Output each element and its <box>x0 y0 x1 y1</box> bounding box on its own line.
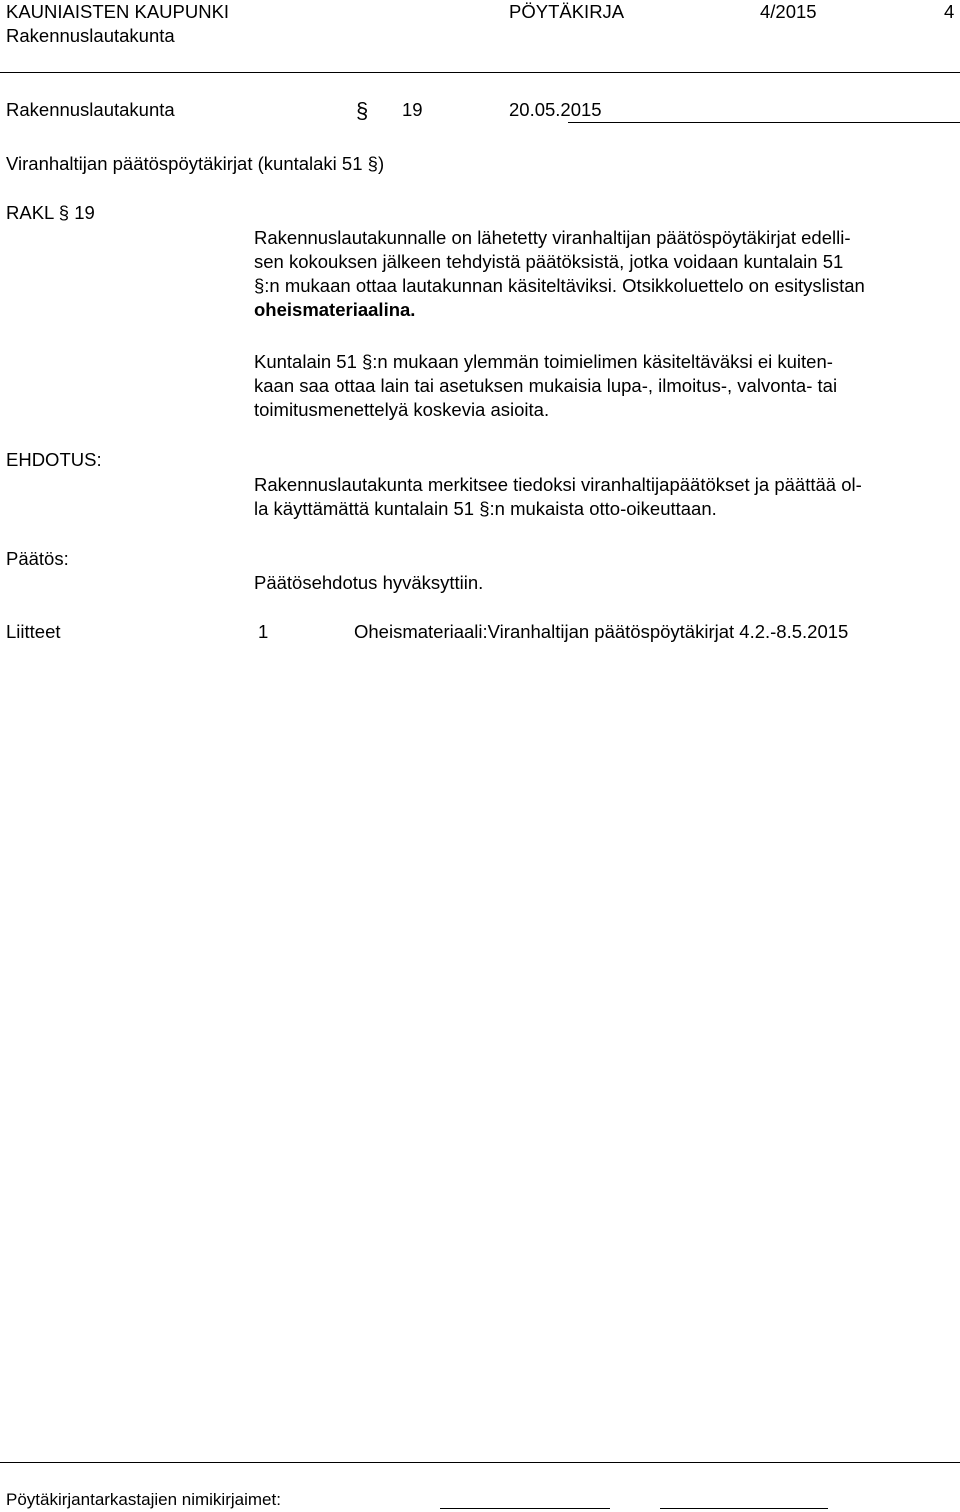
paragraph-2-line: toimitusmenettelyä koskevia asioita. <box>254 399 550 420</box>
header-divider <box>0 72 960 73</box>
decision-label: Päätös: <box>6 548 69 569</box>
decision-text: Päätösehdotus hyväksyttiin. <box>254 572 484 593</box>
board-name: Rakennuslautakunta <box>6 25 175 46</box>
proposal-label: EHDOTUS: <box>6 449 102 470</box>
paragraph-2 <box>254 350 954 422</box>
paragraph-1 <box>254 226 954 322</box>
attachment-number: 1 <box>258 621 269 642</box>
signature-label: Pöytäkirjantarkastajien nimikirjaimet: <box>6 1490 281 1509</box>
footer-divider <box>0 1462 960 1463</box>
section-number: 19 <box>402 99 423 120</box>
paragraph-1-line: Rakennuslautakunnalle on lähetetty viranhaltijan päätöspöytäkirjat edelli- <box>254 227 851 248</box>
meeting-date: 20.05.2015 <box>509 99 602 120</box>
paragraph-1-line: §:n mukaan ottaa lautakunnan käsiteltäviksi. Otsikkoluettelo on esityslistan <box>254 275 865 296</box>
page-number: 4 <box>944 1 955 22</box>
proposal-line: Rakennuslautakunta merkitsee tiedoksi viranhaltijapäätökset ja päättää ol- <box>254 474 862 495</box>
proposal-line: la käyttämättä kuntalain 51 §:n mukaista otto-oikeuttaan. <box>254 498 717 519</box>
proposal-text <box>254 473 954 521</box>
paragraph-1-line: sen kokouksen jälkeen tehdyistä päätöksistä, jotka voidaan kuntalain 51 <box>254 251 844 272</box>
organization-name: KAUNIAISTEN KAUPUNKI <box>6 1 230 22</box>
paragraph-2-line: Kuntalain 51 §:n mukaan ylemmän toimielimen käsiteltäväksi ei kuiten- <box>254 351 833 372</box>
meeting-board: Rakennuslautakunta <box>6 99 175 120</box>
signature-line-2 <box>660 1508 828 1509</box>
paragraph-1-bold-line: oheismateriaalina. <box>254 299 416 320</box>
item-reference: RAKL § 19 <box>6 202 95 223</box>
date-divider <box>568 122 960 123</box>
attachment-name: Oheismateriaali:Viranhaltijan päätöspöytäkirjat 4.2.-8.5.2015 <box>354 621 849 642</box>
signature-line-1 <box>440 1508 610 1509</box>
section-symbol: § <box>356 98 369 123</box>
document-number: 4/2015 <box>760 1 817 22</box>
document-type: PÖYTÄKIRJA <box>509 1 625 22</box>
paragraph-2-line: kaan saa ottaa lain tai asetuksen mukaisia lupa-, ilmoitus-, valvonta- tai <box>254 375 838 396</box>
attachments-label: Liitteet <box>6 621 61 642</box>
item-title: Viranhaltijan päätöspöytäkirjat (kuntalaki 51 §) <box>6 153 385 174</box>
